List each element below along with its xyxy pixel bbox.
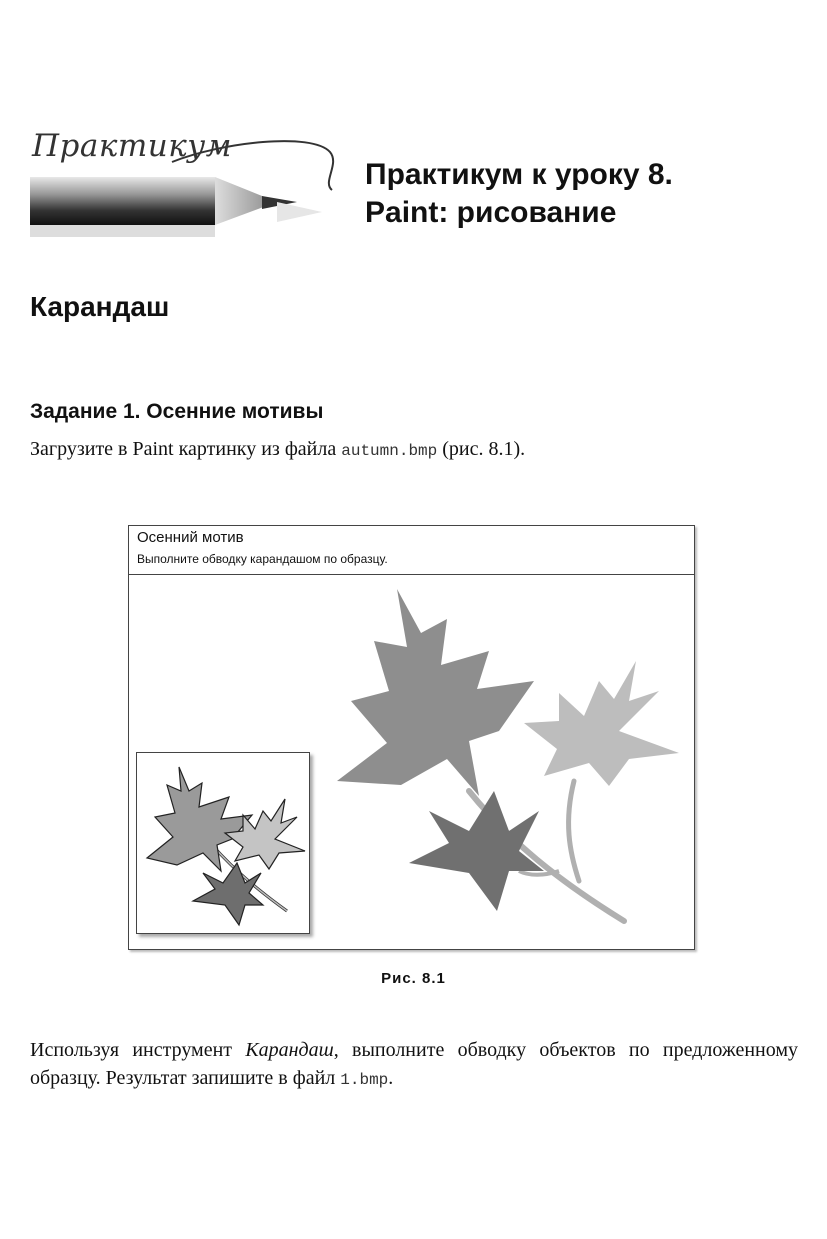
figure-window-subtitle: Выполните обводку карандашом по образцу. xyxy=(137,552,388,566)
instruction-text-after: . xyxy=(388,1067,394,1089)
task-paragraph xyxy=(30,438,525,461)
instruction-text-middle: , выполните обводку объектов по предложенному образцу. Результат запишите в файл xyxy=(30,1039,798,1089)
autumn-leaves-image xyxy=(329,581,689,941)
logo-script-text: Практикум xyxy=(32,128,232,164)
instruction-filename: 1.bmp xyxy=(340,1071,389,1089)
section-heading: Карандаш xyxy=(30,291,170,322)
instruction-paragraph xyxy=(30,1036,798,1094)
sample-thumbnail xyxy=(136,752,310,934)
instruction-text-before: Используя инструмент xyxy=(30,1039,246,1061)
title-line-2: Paint: рисование xyxy=(365,196,617,229)
task-text-after: (рис. 8.1). xyxy=(437,438,526,460)
figure-window-header xyxy=(129,526,694,575)
light-leaf xyxy=(524,661,679,786)
large-leaf xyxy=(337,589,534,796)
sample-leaves-icon xyxy=(137,753,309,933)
task-heading: Задание 1. Осенние мотивы xyxy=(30,400,324,423)
figure-caption: Рис. 8.1 xyxy=(381,970,446,987)
figure-window-title: Осенний мотив xyxy=(137,529,244,546)
task-text-before: Загрузите в Paint картинку из файла xyxy=(30,438,342,460)
title-line-1: Практикум к уроку 8. xyxy=(365,158,673,191)
page-title xyxy=(365,156,673,232)
instruction-tool-name: Карандаш xyxy=(245,1039,334,1061)
figure-window xyxy=(128,525,695,950)
task-filename: autumn.bmp xyxy=(341,442,438,460)
